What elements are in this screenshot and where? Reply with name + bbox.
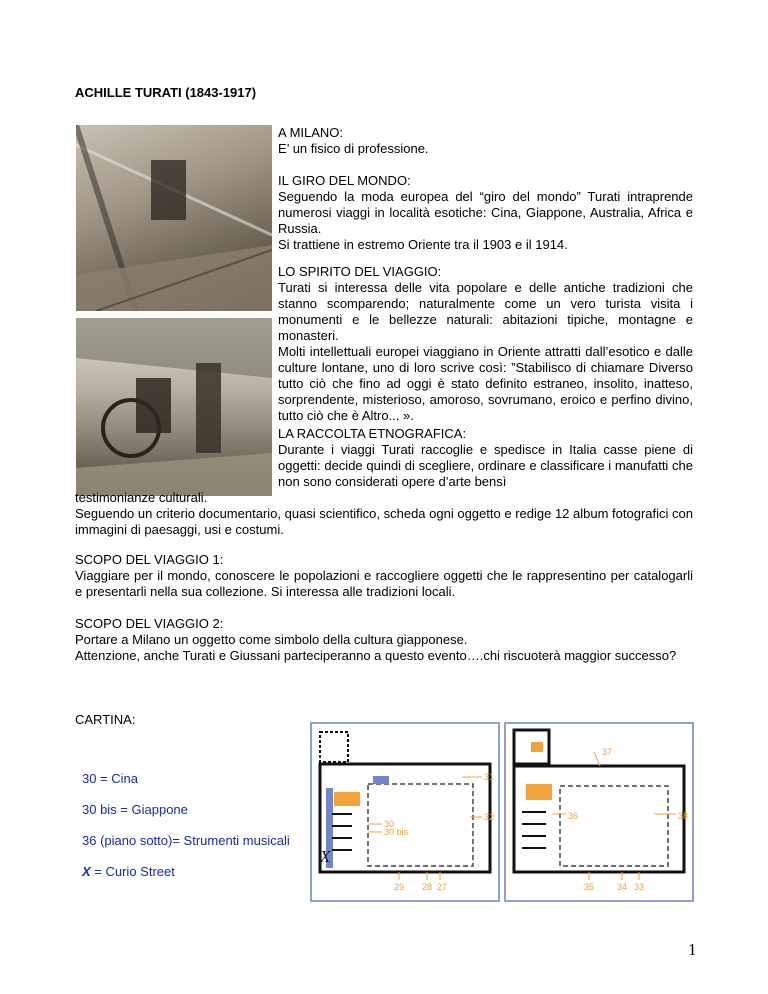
section-heading: SCOPO DEL VIAGGIO 1: [75,552,224,567]
room-label-28: 28 [422,882,433,892]
section-body: Seguendo la moda europea del “giro del mondo” Turati intraprende numerosi viaggi in località esotiche: Cina, Giappone, Australia, Africa e Russia. [278,189,693,236]
room-label-33: 33 [634,882,645,892]
section-heading: A MILANO: [278,125,344,140]
section-body: Turati si interessa delle vita popolare e delle antiche tradizioni che stanno scomparendo; naturalmente come un vero turista visita i monumenti e le bellezze naturali: abitazioni tipiche, montagne e monasteri. [278,280,693,343]
ship-deck-photo [76,125,272,311]
curio-street-mark: X [82,864,91,879]
room-label-36: 36 [568,811,579,821]
legend-item-curio-street [82,864,175,879]
section-giro [278,173,693,253]
floor-plan-upper [310,722,500,902]
section-heading: LO SPIRITO DEL VIAGGIO: [278,264,442,279]
section-scopo-2 [75,616,693,664]
room-label-34: 34 [617,882,628,892]
document-title: ACHILLE TURATI (1843-1917) [75,85,257,100]
legend-item-cina: 30 = Cina [82,771,139,786]
china-room [334,792,360,806]
section-body: Seguendo un criterio documentario, quasi scientifico, scheda ogni oggetto e redige 12 album fotografici con immagini di paesaggi, usi e costumi. [75,506,693,537]
page-number: 1 [688,940,697,959]
floor-plan-lower [504,722,694,902]
section-heading: LA RACCOLTA ETNOGRAFICA: [278,426,467,441]
section-scopo-1 [75,552,693,600]
room-label-30-bis: 30 bis [384,827,409,837]
section-body: Molti intellettuali europei viaggiano in Oriente attratti dall’esotico e dalle culture lontane, uno di loro scrive così: ”Stabilisco di chiamare Diverso tutto ciò che fino ad oggi è stato definito estraneo, insolito, inatteso, sorprendente, misterioso, amoroso, sovrumano, eroico e perfino divino, tutto ciò che è Altro... ». [278,344,693,423]
room-label-27: 27 [437,882,448,892]
room-label-38: 38 [678,811,689,821]
section-heading: IL GIRO DEL MONDO: [278,173,411,188]
legend-item-giappone: 30 bis = Giappone [82,802,188,817]
rickshaw-photo [76,318,272,496]
section-body: E’ un fisico di professione. [278,141,429,156]
section-body: Durante i viaggi Turati raccoglie e spedisce in Italia casse piene di oggetti: decide quindi di scegliere, ordinare e classificare i manufatti che non sono considerati opere d’arte bensì [278,442,693,489]
map-heading: CARTINA: [75,712,136,727]
section-raccolta [278,426,693,490]
room-label-30: 30 [384,819,395,829]
section-body: testimonianze culturali. [75,490,208,505]
legend-item-strumenti: 36 (piano sotto)= Strumenti musicali [82,833,290,848]
room-label-32: 32 [484,812,495,822]
musical-instruments-room [526,784,552,800]
section-body: Si trattiene in estremo Oriente tra il 1903 e il 1914. [278,237,568,252]
curio-street-x-mark: X [320,847,331,866]
section-heading: SCOPO DEL VIAGGIO 2: [75,616,224,631]
curio-street-label: = Curio Street [90,864,175,879]
room-label-31: 31 [484,772,495,782]
section-body: Attenzione, anche Turati e Giussani parteciperanno a questo evento….chi riscuoterà maggior successo? [75,648,677,663]
section-raccolta-continued [75,490,693,538]
section-body: Portare a Milano un oggetto come simbolo della cultura giapponese. [75,632,468,647]
room-label-35: 35 [584,882,595,892]
section-spirito [278,264,693,424]
section-milano [278,125,693,157]
section-body: Viaggiare per il mondo, conoscere le popolazioni e raccogliere oggetti che le rappresentino per catalogarli e presentarli nella sua collezione. Si interessa alle tradizioni locali. [75,568,693,599]
room-label-37: 37 [602,747,613,757]
room-label-29: 29 [394,882,405,892]
